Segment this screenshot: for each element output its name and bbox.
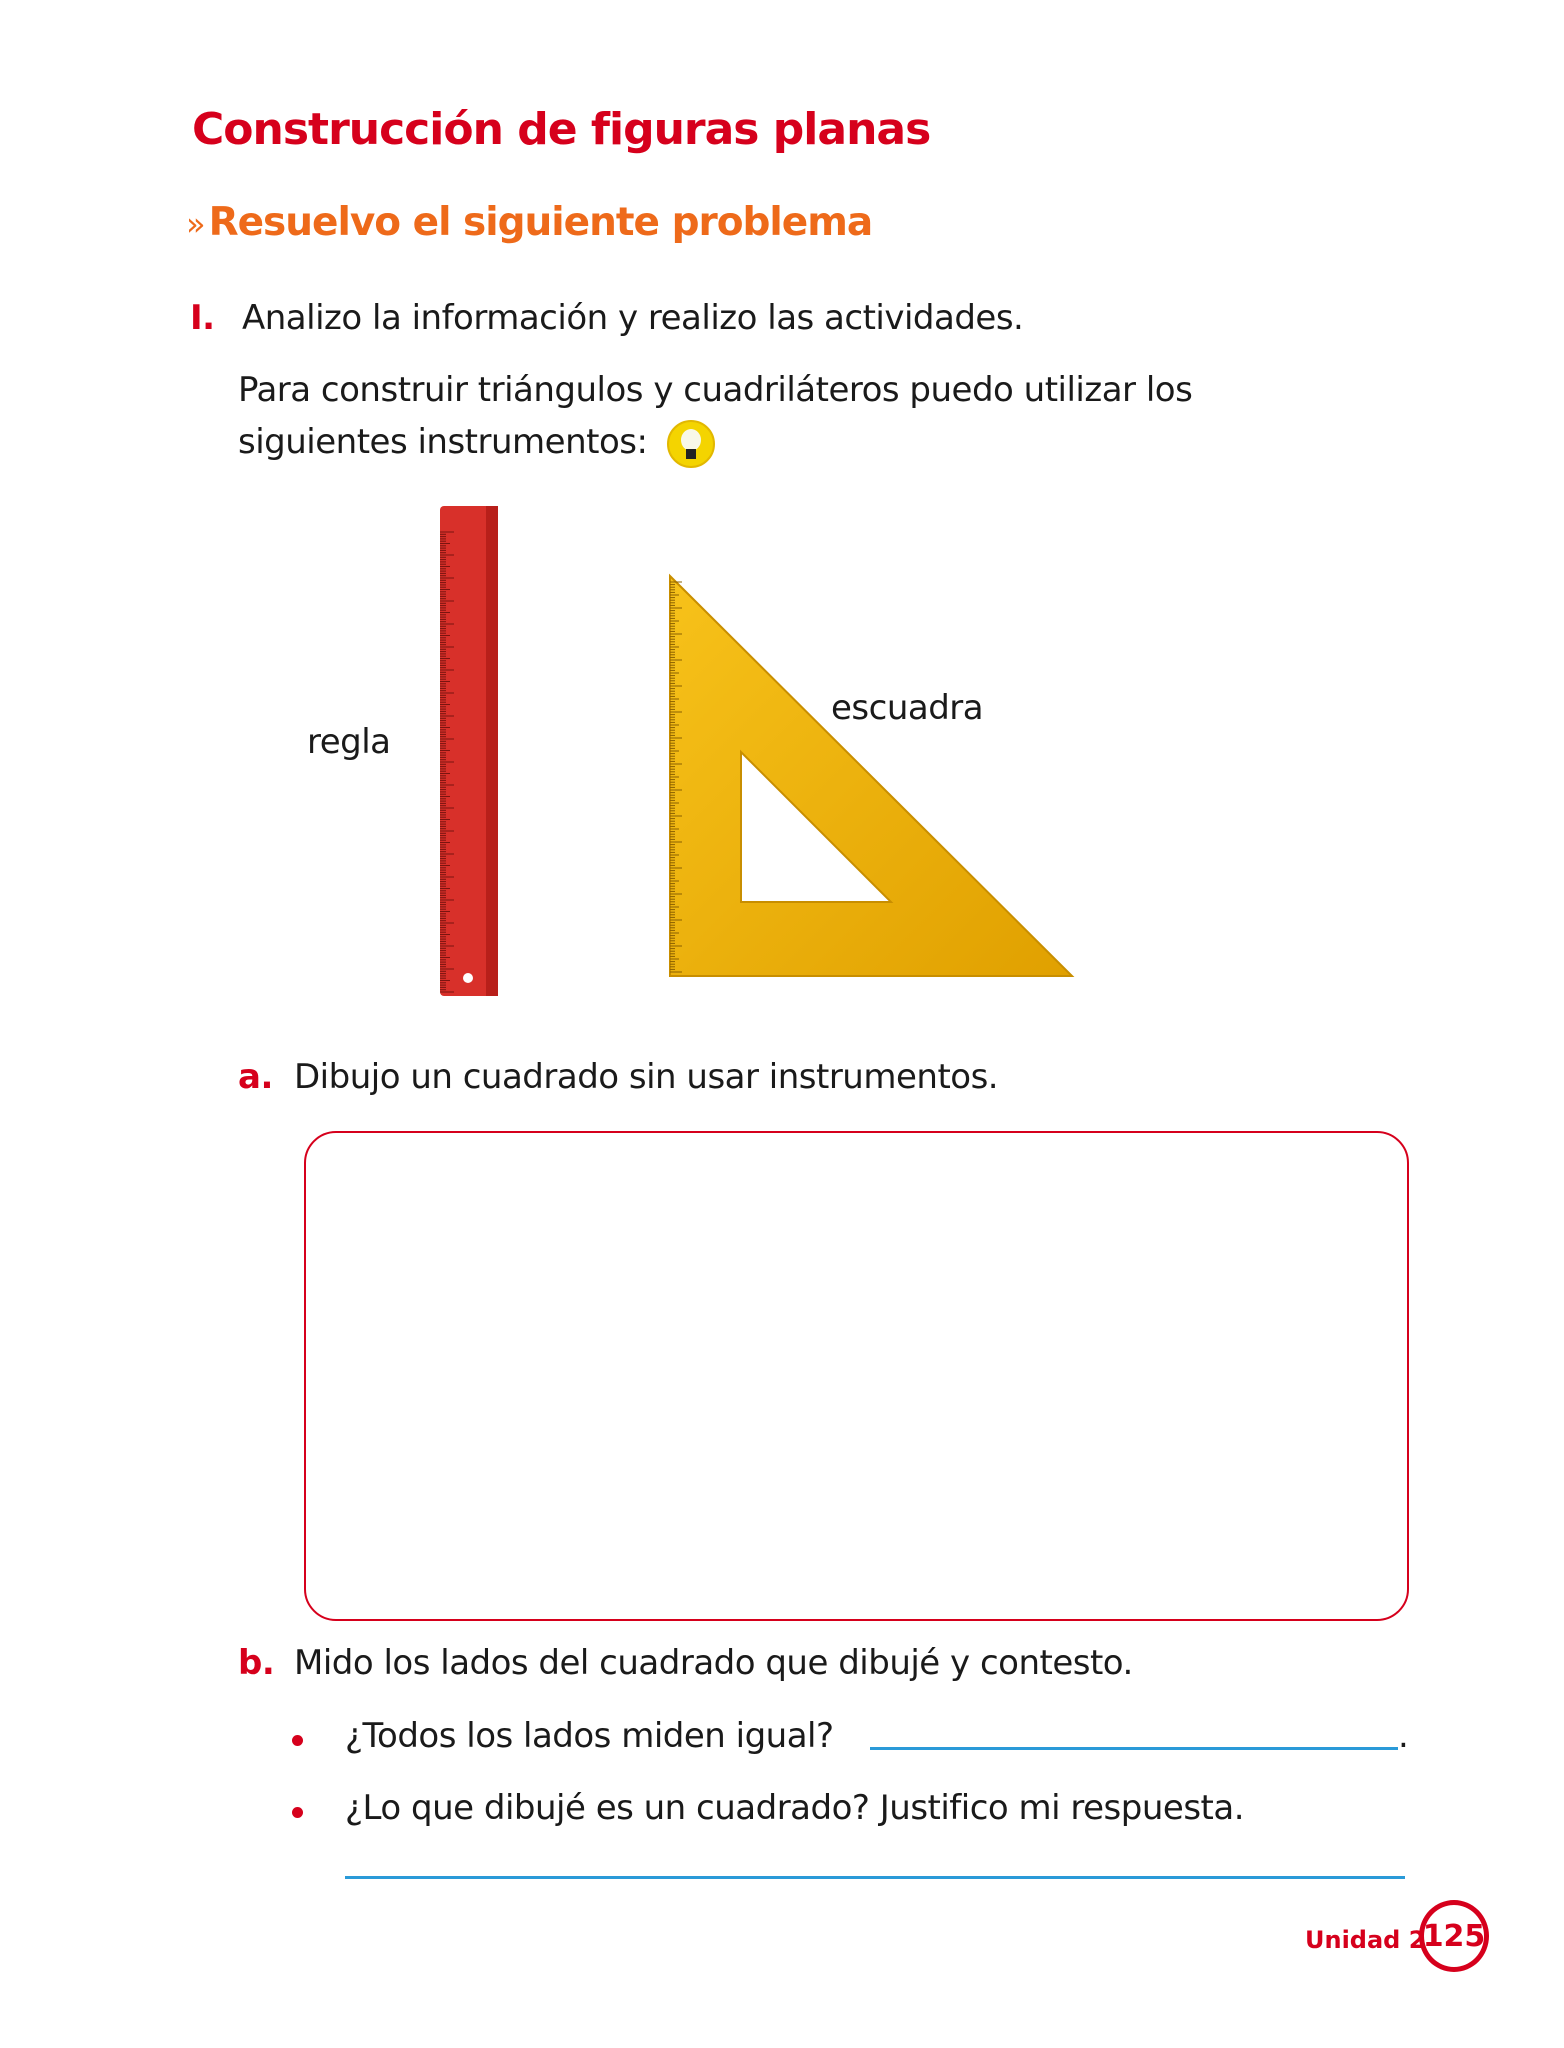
unit-label: Unidad 2 (1305, 1926, 1426, 1954)
set-square-label: escuadra (831, 688, 984, 728)
activity-a-letter: a. (238, 1057, 273, 1097)
bullet-icon (292, 1807, 303, 1818)
paragraph-line-2: siguientes instrumentos: (238, 422, 648, 462)
paragraph-line-1: Para construir triángulos y cuadriláteros puedo utilizar los (238, 370, 1193, 410)
answer-line-2[interactable] (345, 1876, 1405, 1879)
section-number: I. (190, 298, 215, 338)
set-square-image (668, 572, 1078, 982)
question-2: ¿Lo que dibujé es un cuadrado? Justifico mi respuesta. (345, 1788, 1245, 1828)
question-1-end: . (1398, 1716, 1409, 1756)
chevron-marker: » (186, 205, 205, 243)
drawing-area[interactable] (304, 1131, 1409, 1621)
question-1: ¿Todos los lados miden igual? (345, 1716, 834, 1756)
section-instruction: Analizo la información y realizo las actividades. (242, 298, 1024, 338)
page-title: Construcción de figuras planas (192, 104, 931, 155)
subtitle-text: Resuelvo el siguiente problema (208, 200, 873, 245)
ruler-label: regla (307, 722, 391, 762)
section-subtitle (186, 200, 872, 245)
ruler-image (438, 504, 502, 1000)
activity-a-text: Dibujo un cuadrado sin usar instrumentos. (294, 1057, 999, 1097)
lightbulb-icon[interactable] (666, 419, 716, 469)
activity-b-letter: b. (238, 1643, 275, 1683)
activity-b-text: Mido los lados del cuadrado que dibujé y contesto. (294, 1643, 1133, 1683)
page-number: 125 (1419, 1900, 1489, 1972)
bullet-icon (292, 1735, 303, 1746)
answer-line-1[interactable] (870, 1747, 1398, 1750)
